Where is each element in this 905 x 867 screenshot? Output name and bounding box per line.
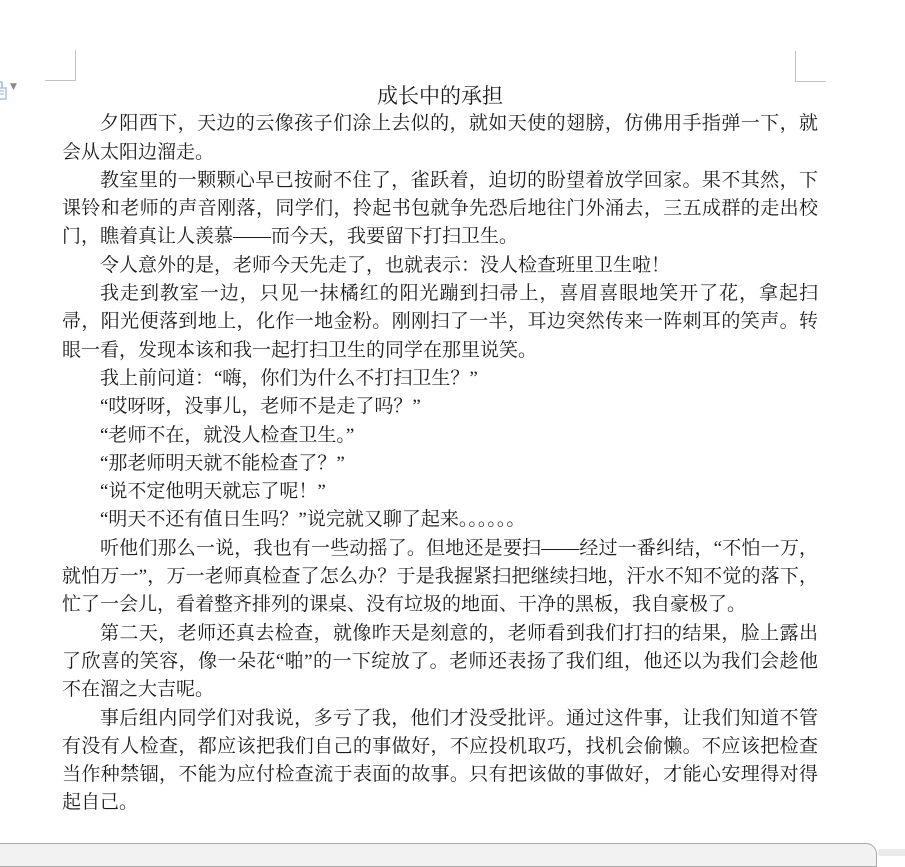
paragraph: 听他们那么一说，我也有一些动摇了。但地还是要扫——经过一番纠结，“不怕一万，就怕万一”，万一老师真检查了怎么办？于是我握紧扫把继续扫地，汗水不知不觉的落下，忙了一会儿，看着整齐排列的课桌、没有垃圾的地面、干净的黑板，我自豪极了。 [62,537,818,616]
text-boundary-mark-top-left [45,50,76,81]
paragraph: 令人意外的是，老师今天先走了，也就表示：没人检查班里卫生啦！ [100,254,671,276]
document-text-area[interactable] [62,82,818,818]
paragraph: “那老师明天就不能检查了？” [100,452,345,474]
paragraph: 第二天，老师还真去检查，就像昨天是刻意的，老师看到我们打扫的结果，脸上露出了欣喜的笑容，像一朵花“啪”的一下绽放了。老师还表扬了我们组，他还以为我们会趁他不在溜之大吉呢。 [62,622,818,701]
paste-options-icon [0,80,8,100]
paragraph: 夕阳西下，天边的云像孩子们涂上去似的，就如天使的翅膀，仿佛用手指弹一下，就会从太阳边溜走。 [62,113,818,163]
page-title: 成长中的承担 [377,84,503,108]
paragraph: 事后组内同学们对我说，多亏了我，他们才没受批评。通过这件事，让我们知道不管有没有人检查，都应该把我们自己的事做好，不应投机取巧，找机会偷懒。不应该把检查当作种禁锢，不能为应付检查流于表面的故事。只有把该做的事做好，才能心安理得对得起自己。 [62,707,818,814]
paragraph: “老师不在，就没人检查卫生。” [100,424,355,446]
paragraph: 教室里的一颗颗心早已按耐不住了，雀跃着，迫切的盼望着放学回家。果不其然，下课铃和老师的声音刚落，同学们，拎起书包就争先恐后地往门外涌去，三五成群的走出校门，瞧着真让人羡慕——而今天，我要留下打扫卫生。 [62,169,818,248]
paragraph: 我走到教室一边，只见一抹橘红的阳光蹦到扫帚上，喜眉喜眼地笑开了花，拿起扫帚，阳光便落到地上，化作一地金粉。刚刚扫了一半，耳边突然传来一阵刺耳的笑声。转眼一看，发现本该和我一起打扫卫生的同学在那里说笑。 [62,283,818,361]
dropdown-arrow-icon[interactable]: ▼ [10,82,17,92]
paragraph: “明天不还有值日生吗？”说完就又聊了起来。。。。。。 [100,509,526,531]
paste-options-button[interactable] [0,78,30,104]
bottom-toolbar-edge[interactable] [0,843,877,867]
paragraph: “哎呀呀，没事儿，老师不是走了吗？” [100,396,421,418]
paragraph: 我上前问道：“嗨，你们为什么不打扫卫生？” [100,367,478,389]
paragraph: “说不定他明天就忘了呢！” [100,481,326,503]
text-boundary-mark-top-right [795,51,826,82]
bottom-corner-fill [878,849,905,856]
